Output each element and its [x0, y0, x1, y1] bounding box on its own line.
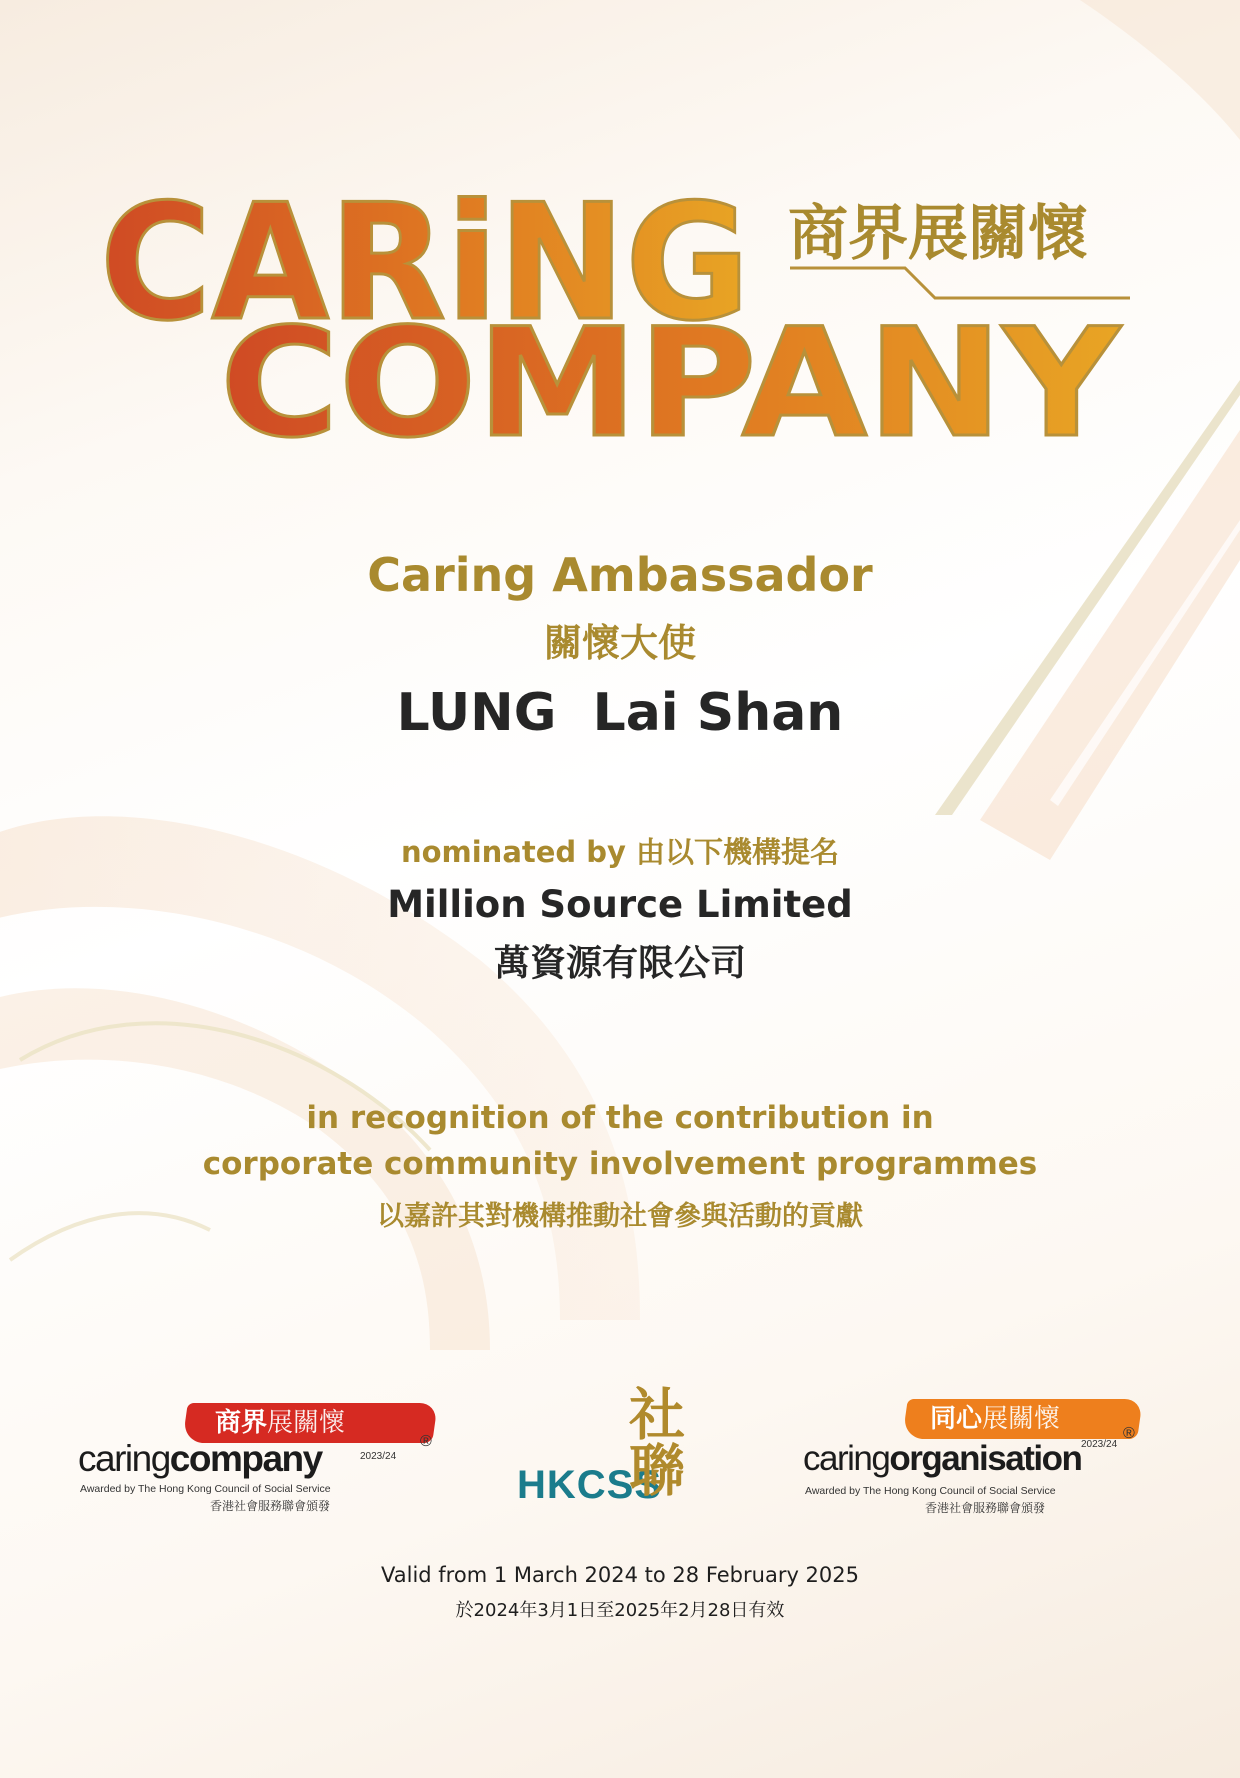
award-title-en: Caring Ambassador	[367, 548, 873, 602]
brush-text-light: 展關懷	[982, 1404, 1061, 1434]
registered-mark: ®	[1123, 1425, 1135, 1442]
registered-mark: ®	[420, 1433, 432, 1450]
brush-text-strong: 商界	[215, 1408, 268, 1438]
wordmark-organisation: organisation	[889, 1439, 1082, 1478]
wordmark-caring: caring	[78, 1438, 170, 1479]
recognition-line-1: in recognition of the contribution in	[306, 1100, 934, 1136]
logo-line-caring: CARiNG	[100, 169, 750, 356]
logo-zh-title: 商界展關懷	[788, 199, 1088, 269]
recipient-name: LUNG Lai Shan	[396, 683, 844, 743]
logo-line-company: COMPANY	[220, 297, 1123, 471]
awarded-by-en: Awarded by The Hong Kong Council of Social Service	[805, 1485, 1056, 1497]
awarded-by-zh: 香港社會服務聯會頒發	[210, 1499, 331, 1513]
awarded-by-en: Awarded by The Hong Kong Council of Social Service	[80, 1483, 331, 1495]
logo-connector-line	[790, 268, 1130, 298]
nominated-by: nominated by 由以下機構提名	[400, 835, 840, 869]
recognition-zh: 以嘉許其對機構推動社會參與活動的貢獻	[377, 1201, 863, 1232]
wordmark-caring: caring	[803, 1439, 890, 1478]
caring-company-logo	[60, 1395, 450, 1525]
recognition-line-2: corporate community involvement programmes	[202, 1146, 1038, 1182]
logo-year: 2023/24	[360, 1451, 397, 1462]
hkcss-text: HKCSS	[517, 1463, 663, 1507]
awarded-by-zh: 香港社會服務聯會頒發	[925, 1501, 1046, 1515]
brush-text-light: 展關懷	[267, 1408, 346, 1438]
award-title-zh: 關懷大使	[543, 621, 696, 665]
logo-year: 2023/24	[1081, 1439, 1118, 1450]
hkcss-logo	[515, 1385, 735, 1530]
brush-text-strong: 同心	[930, 1404, 983, 1434]
nominating-company-en: Million Source Limited	[387, 883, 853, 926]
validity-zh: 於2024年3月1日至2025年2月28日有效	[455, 1600, 785, 1621]
validity-en: Valid from 1 March 2024 to 28 February 2025	[381, 1563, 859, 1587]
wordmark-company: company	[169, 1438, 322, 1479]
hkcss-zh-calligraphy: 社聯	[620, 1385, 686, 1497]
caring-organisation-logo	[795, 1395, 1175, 1525]
nominating-company-zh: 萬資源有限公司	[493, 943, 746, 984]
